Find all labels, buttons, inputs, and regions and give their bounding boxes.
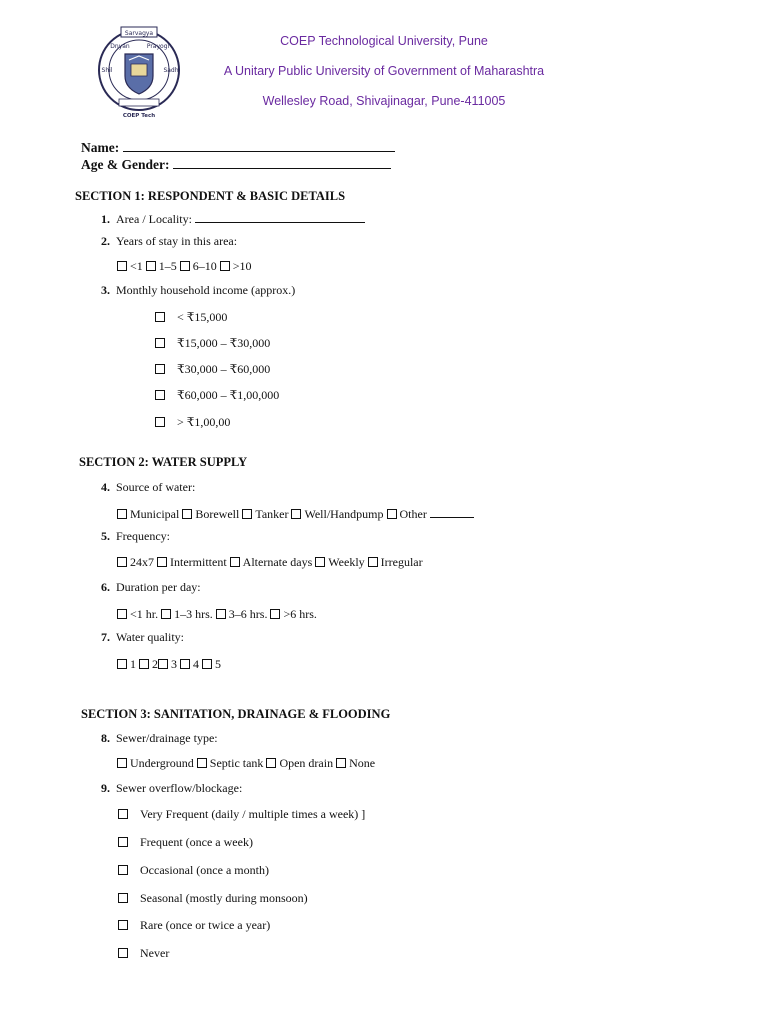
checkbox[interactable] [118,865,128,875]
name-field-row [81,139,395,156]
question-number: 6. [101,580,110,594]
option-label: ₹30,000 – ₹60,000 [177,362,271,376]
option-label: 1 [130,657,136,671]
option-label: Irregular [380,555,423,569]
income-option-5 [155,415,230,430]
question-label: Duration per day: [116,580,201,594]
checkbox[interactable] [291,509,301,519]
option-label: Weekly [328,555,365,569]
question-label: Sewer overflow/blockage: [116,781,243,795]
checkbox[interactable] [161,609,171,619]
logo-top-left-text: Dnyan [110,43,130,50]
income-option-1 [155,310,227,325]
question-5 [92,529,170,544]
checkbox[interactable] [242,509,252,519]
checkbox[interactable] [117,758,127,768]
question-number: 2. [101,234,110,248]
section-2-title: SECTION 2: WATER SUPPLY [79,455,248,469]
option-label: 4 [193,657,199,671]
question-7-options [117,657,221,672]
option-label: Open drain [279,756,334,770]
checkbox[interactable] [118,893,128,903]
question-number: 3. [101,283,110,297]
university-subtitle: A Unitary Public University of Government of Maharashtra [223,64,545,78]
checkbox[interactable] [155,338,165,348]
option-label: Rare (once or twice a year) [140,918,271,932]
question-number: 1. [101,212,110,226]
checkbox[interactable] [155,312,165,322]
overflow-option-5 [118,918,270,933]
age-gender-input-line[interactable] [173,156,391,169]
question-3 [92,283,295,298]
checkbox[interactable] [117,609,127,619]
age-gender-field-row [81,156,391,173]
income-option-4 [155,388,279,403]
question-6-options [117,607,317,622]
income-option-3 [155,362,270,377]
checkbox[interactable] [202,659,212,669]
question-number: 8. [101,731,110,745]
checkbox[interactable] [146,261,156,271]
option-label: Tanker [255,507,289,521]
question-label: Years of stay in this area: [116,234,238,248]
question-2 [92,234,237,249]
checkbox[interactable] [180,261,190,271]
option-label: 1–3 hrs. [174,607,213,621]
question-label: Area / Locality: [116,212,192,226]
question-number: 5. [101,529,110,543]
option-label: 6–10 [192,259,217,273]
option-label: Other [399,507,427,521]
checkbox[interactable] [139,659,149,669]
checkbox[interactable] [230,557,240,567]
option-label: Septic tank [209,756,264,770]
option-label: 2 [152,657,158,671]
option-label: Frequent (once a week) [140,835,253,849]
question-number: 4. [101,480,110,494]
option-label: Seasonal (mostly during monsoon) [140,891,308,905]
option-label: >6 hrs. [283,607,317,621]
question-5-options [117,555,423,570]
option-label: 24x7 [130,555,154,569]
checkbox[interactable] [336,758,346,768]
area-locality-input-line[interactable] [195,211,365,223]
checkbox[interactable] [266,758,276,768]
checkbox[interactable] [117,509,127,519]
logo-ribbon-text: Sarvagya [124,30,154,37]
age-gender-label: Age & Gender: [81,157,170,172]
name-label: Name: [81,140,120,155]
checkbox[interactable] [118,920,128,930]
question-7 [92,630,184,645]
checkbox[interactable] [315,557,325,567]
overflow-option-1 [118,807,365,822]
option-label: Well/Handpump [304,507,384,521]
option-label: ₹60,000 – ₹1,00,000 [177,388,280,402]
logo-bottom-text: COEP Tech [122,113,156,119]
checkbox[interactable] [118,948,128,958]
question-4-options [117,506,474,522]
question-label: Source of water: [116,480,196,494]
option-label: 3–6 hrs. [228,607,268,621]
university-address: Wellesley Road, Shivajinagar, Pune-411005 [262,94,506,108]
option-label: <1 hr. [130,607,159,621]
option-label: Intermittent [170,555,227,569]
question-2-options [117,259,252,274]
checkbox[interactable] [117,261,127,271]
question-number: 7. [101,630,110,644]
question-8-options [117,756,375,771]
option-label: Very Frequent (daily / multiple times a week) ] [140,807,366,821]
question-4 [92,480,195,495]
option-label: Alternate days [242,555,313,569]
overflow-option-4 [118,891,308,906]
option-label: <1 [130,259,143,273]
option-label: > ₹1,00,00 [177,415,231,429]
checkbox[interactable] [157,557,167,567]
name-input-line[interactable] [123,139,395,152]
overflow-option-6 [118,946,169,961]
checkbox[interactable] [220,261,230,271]
checkbox[interactable] [180,659,190,669]
option-label: ₹15,000 – ₹30,000 [177,336,271,350]
checkbox[interactable] [182,509,192,519]
section-3-title: SECTION 3: SANITATION, DRAINAGE & FLOODING [81,707,391,721]
income-option-2 [155,336,270,351]
option-label: 5 [215,657,221,671]
checkbox[interactable] [197,758,207,768]
logo-right-text: Sadh [163,67,179,74]
option-label: >10 [232,259,252,273]
university-name: COEP Technological University, Pune [280,34,488,48]
checkbox[interactable] [118,837,128,847]
question-6 [92,580,201,595]
option-label: < ₹15,000 [177,310,228,324]
option-label: None [349,756,376,770]
option-label: Occasional (once a month) [140,863,269,877]
option-label: 1–5 [158,259,177,273]
question-label: Sewer/drainage type: [116,731,218,745]
checkbox[interactable] [117,659,127,669]
option-label: 3 [171,657,177,671]
checkbox[interactable] [155,417,165,427]
question-label: Monthly household income (approx.) [116,283,296,297]
section-1-title: SECTION 1: RESPONDENT & BASIC DETAILS [75,189,346,203]
question-label: Frequency: [116,529,170,543]
overflow-option-2 [118,835,253,850]
checkbox[interactable] [270,609,280,619]
checkbox[interactable] [155,364,165,374]
checkbox[interactable] [158,659,168,669]
question-number: 9. [101,781,110,795]
option-label: Never [140,946,170,960]
checkbox[interactable] [118,809,128,819]
question-9 [92,781,242,796]
option-label: Underground [130,756,194,770]
question-8 [92,731,218,746]
checkbox[interactable] [387,509,397,519]
option-label: Borewell [195,507,240,521]
coep-university-logo [93,24,185,120]
logo-left-text: Shil [101,67,113,74]
logo-top-right-text: Prayogi [146,43,170,50]
question-1 [92,211,365,227]
checkbox[interactable] [368,557,378,567]
other-source-input-line[interactable] [430,506,474,518]
checkbox[interactable] [216,609,226,619]
checkbox[interactable] [117,557,127,567]
option-label: Municipal [130,507,180,521]
checkbox[interactable] [155,390,165,400]
overflow-option-3 [118,863,269,878]
question-label: Water quality: [116,630,185,644]
